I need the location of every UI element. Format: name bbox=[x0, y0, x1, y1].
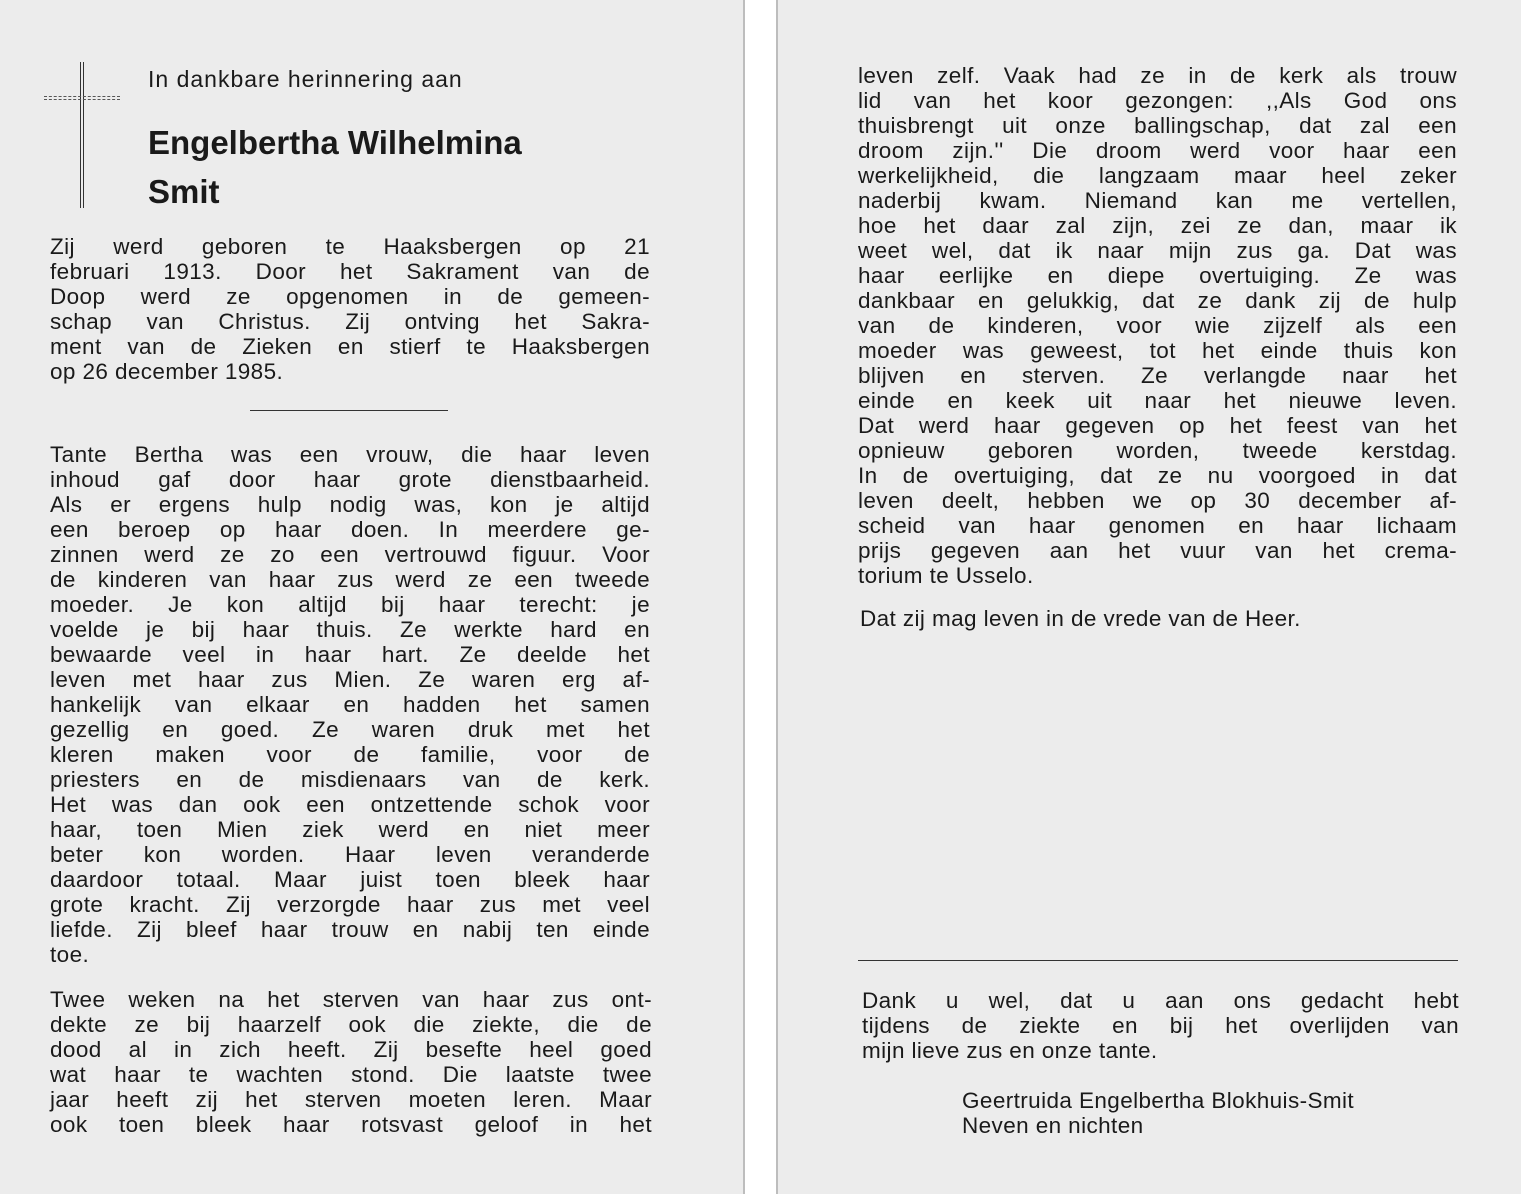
section-divider bbox=[250, 410, 448, 411]
illness-paragraph bbox=[50, 987, 652, 1137]
text-line: inhoud gaf door haar grote dienstbaarheid. bbox=[50, 467, 650, 492]
text-line: priesters en de misdienaars van de kerk. bbox=[50, 767, 650, 792]
text-line: dekte ze bij haarzelf ook die ziekte, die de bbox=[50, 1012, 652, 1037]
text-line: hankelijk van elkaar en hadden het samen bbox=[50, 692, 650, 717]
story-paragraph bbox=[858, 63, 1457, 588]
text-line: een beroep op haar doen. In meerdere ge- bbox=[50, 517, 650, 542]
text-line: werkelijkheid, die langzaam maar heel zeker bbox=[858, 163, 1457, 188]
text-line: daardoor totaal. Maar juist toen bleek haar bbox=[50, 867, 650, 892]
name-line: Engelbertha Wilhelmina bbox=[148, 124, 522, 161]
text-line: op 26 december 1985. bbox=[50, 359, 284, 384]
text-line: moeder was geweest, tot het einde thuis kon bbox=[858, 338, 1457, 363]
text-line: In de overtuiging, dat ze nu voorgoed in dat bbox=[858, 463, 1457, 488]
page-gap bbox=[745, 0, 776, 1200]
text-line: haar, toen Mien ziek werd en niet meer bbox=[50, 817, 650, 842]
text-line: mijn lieve zus en onze tante. bbox=[862, 1038, 1158, 1063]
text-line: wat haar te wachten stond. Die laatste twee bbox=[50, 1062, 652, 1087]
text-line: Dat zij mag leven in de vrede van de Heer. bbox=[860, 606, 1301, 631]
name-line: Smit bbox=[148, 173, 220, 210]
closing-line bbox=[860, 606, 1460, 631]
text-line: jaar heeft zij het sterven moeten leren. Maar bbox=[50, 1087, 652, 1112]
birth-paragraph bbox=[50, 234, 650, 384]
text-line: leven deelt, hebben we op 30 december af- bbox=[858, 488, 1457, 513]
signature-line: Neven en nichten bbox=[962, 1113, 1144, 1138]
text-line: gezellig en goed. Ze waren druk met het bbox=[50, 717, 650, 742]
text-line: thuisbrengt uit onze ballingschap, dat zal een bbox=[858, 113, 1457, 138]
text-line: Tante Bertha was een vrouw, die haar leven bbox=[50, 442, 650, 467]
text-line: liefde. Zij bleef haar trouw en nabij ten einde bbox=[50, 917, 650, 942]
text-line: bewaarde veel in haar hart. Ze deelde het bbox=[50, 642, 650, 667]
text-line: voelde je bij haar thuis. Ze werkte hard en bbox=[50, 617, 650, 642]
tribute-paragraph bbox=[50, 442, 650, 967]
deceased-name bbox=[148, 118, 522, 216]
text-line: weet wel, dat ik naar mijn zus ga. Dat was bbox=[858, 238, 1457, 263]
text-line: Dat werd haar gegeven op het feest van het bbox=[858, 413, 1457, 438]
text-line: droom zijn.'' Die droom werd voor haar een bbox=[858, 138, 1457, 163]
text-line: Dank u wel, dat u aan ons gedacht hebt bbox=[862, 988, 1459, 1013]
thanks-paragraph bbox=[862, 988, 1459, 1063]
intro-text: In dankbare herinnering aan bbox=[148, 66, 463, 92]
text-line: toe. bbox=[50, 942, 90, 967]
text-line: torium te Usselo. bbox=[858, 563, 1034, 588]
text-line: haar eerlijke en diepe overtuiging. Ze was bbox=[858, 263, 1457, 288]
text-line: moeder. Je kon altijd bij haar terecht: je bbox=[50, 592, 650, 617]
text-line: Twee weken na het sterven van haar zus ont- bbox=[50, 987, 652, 1012]
text-line: tijdens de ziekte en bij het overlijden van bbox=[862, 1013, 1459, 1038]
text-line: dood al in zich heeft. Zij besefte heel goed bbox=[50, 1037, 652, 1062]
text-line: kleren maken voor de familie, voor de bbox=[50, 742, 650, 767]
text-line: scheid van haar genomen en haar lichaam bbox=[858, 513, 1457, 538]
signature-line: Geertruida Engelbertha Blokhuis-Smit bbox=[962, 1088, 1355, 1113]
text-line: einde en keek uit naar het nieuwe leven. bbox=[858, 388, 1457, 413]
text-line: opnieuw geboren worden, tweede kerstdag. bbox=[858, 438, 1457, 463]
text-line: van de kinderen, voor wie zijzelf als een bbox=[858, 313, 1457, 338]
text-line: Als er ergens hulp nodig was, kon je altijd bbox=[50, 492, 650, 517]
cross-icon-horizontal bbox=[44, 96, 120, 100]
text-line: blijven en sterven. Ze verlangde naar het bbox=[858, 363, 1457, 388]
text-line: zinnen werd ze zo een vertrouwd figuur. Voor bbox=[50, 542, 650, 567]
text-line: leven zelf. Vaak had ze in de kerk als trouw bbox=[858, 63, 1457, 88]
text-line: beter kon worden. Haar leven veranderde bbox=[50, 842, 650, 867]
text-line: prijs gegeven aan het vuur van het crema- bbox=[858, 538, 1457, 563]
cross-icon-vertical bbox=[80, 62, 84, 208]
section-divider bbox=[858, 960, 1458, 961]
memorial-card-left-page bbox=[0, 0, 745, 1194]
text-line: ook toen bleek haar rotsvast geloof in het bbox=[50, 1112, 652, 1137]
text-line: Het was dan ook een ontzettende schok voor bbox=[50, 792, 650, 817]
text-line: februari 1913. Door het Sakrament van de bbox=[50, 259, 650, 284]
text-line: de kinderen van haar zus werd ze een tweede bbox=[50, 567, 650, 592]
text-line: grote kracht. Zij verzorgde haar zus met veel bbox=[50, 892, 650, 917]
text-line: Doop werd ze opgenomen in de gemeen- bbox=[50, 284, 650, 309]
text-line: schap van Christus. Zij ontving het Sakra- bbox=[50, 309, 650, 334]
signature-block bbox=[962, 1088, 1354, 1138]
text-line: lid van het koor gezongen: ,,Als God ons bbox=[858, 88, 1457, 113]
text-line: leven met haar zus Mien. Ze waren erg af- bbox=[50, 667, 650, 692]
text-line: hoe het daar zal zijn, zei ze dan, maar ik bbox=[858, 213, 1457, 238]
text-line: ment van de Zieken en stierf te Haaksbergen bbox=[50, 334, 650, 359]
text-line: naderbij kwam. Niemand kan me vertellen, bbox=[858, 188, 1457, 213]
text-line: dankbaar en gelukkig, dat ze dank zij de hulp bbox=[858, 288, 1457, 313]
text-line: Zij werd geboren te Haaksbergen op 21 bbox=[50, 234, 650, 259]
